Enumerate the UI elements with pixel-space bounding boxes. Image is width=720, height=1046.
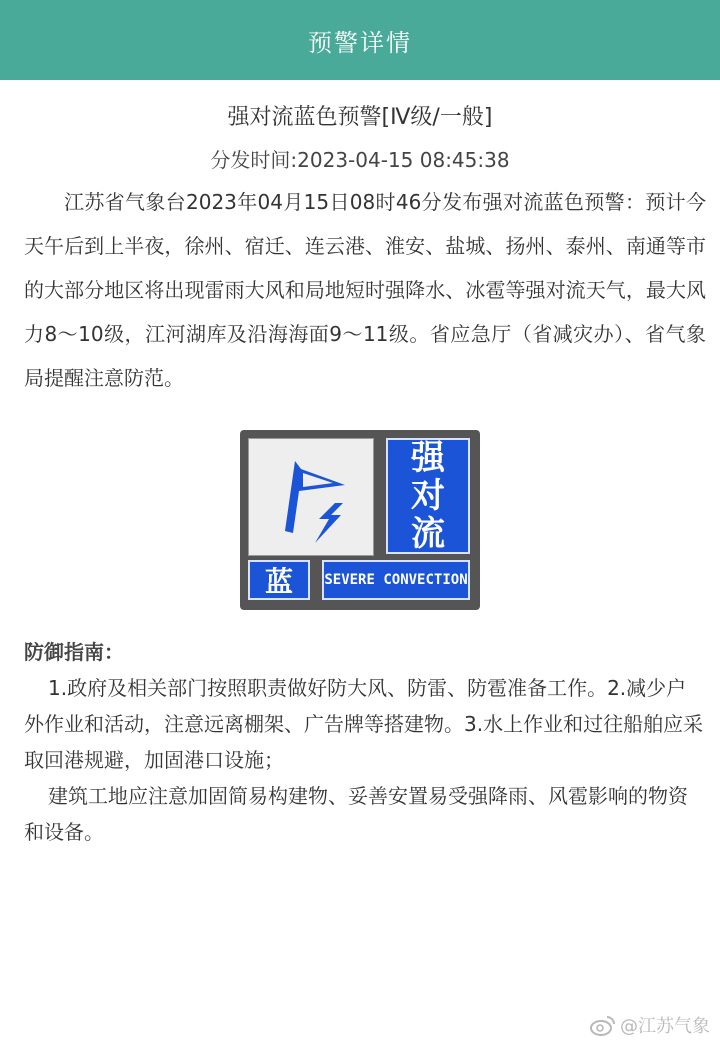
severe-convection-chars xyxy=(386,438,470,554)
warning-title: 强对流蓝色预警[Ⅳ级/一般] xyxy=(227,105,493,130)
page-title: 预警详情 xyxy=(308,28,412,57)
icon-char-1: 强 xyxy=(411,438,445,478)
convection-warning-icon xyxy=(240,430,480,610)
blue-level-badge: 蓝 xyxy=(248,560,310,600)
icon-char-2: 对 xyxy=(411,476,445,516)
guide-line-1: 1.政府及相关部门按照职责做好防大风、防雷、防雹准备工作。2.减少户外作业和活动，注意远离棚架、广告牌等搭建物。3.水上作业和过往船舶应采取回港规避，加固港口设施； xyxy=(24,676,704,772)
icon-char-3: 流 xyxy=(411,514,445,554)
weibo-icon xyxy=(590,1014,616,1036)
weibo-watermark xyxy=(590,1012,710,1038)
defense-guide xyxy=(24,634,704,850)
english-label: SEVERE CONVECTION xyxy=(322,560,470,600)
watermark-text: @江苏气象 xyxy=(620,1016,710,1037)
warning-body: 江苏省气象台2023年04月15日08时46分发布强对流蓝色预警：预计今天午后到上半夜，徐州、宿迁、连云港、淮安、盐城、扬州、泰州、南通等市的大部分地区将出现雷雨大风和局地短时强降水、冰雹等强对流天气，最大风力8～10级，江河湖库及沿海海面9～11级。省应急厅（省减灾办）、省气象局提醒注意防范。 xyxy=(24,190,706,390)
issue-time: 分发时间:2023-04-15 08:45:38 xyxy=(210,148,510,172)
guide-title: 防御指南： xyxy=(24,640,124,664)
flag-lightning-icon xyxy=(248,438,374,556)
guide-line-2: 建筑工地应注意加固简易构建物、妥善安置易受强降雨、风雹影响的物资和设备。 xyxy=(24,784,688,844)
page-header xyxy=(0,0,720,80)
